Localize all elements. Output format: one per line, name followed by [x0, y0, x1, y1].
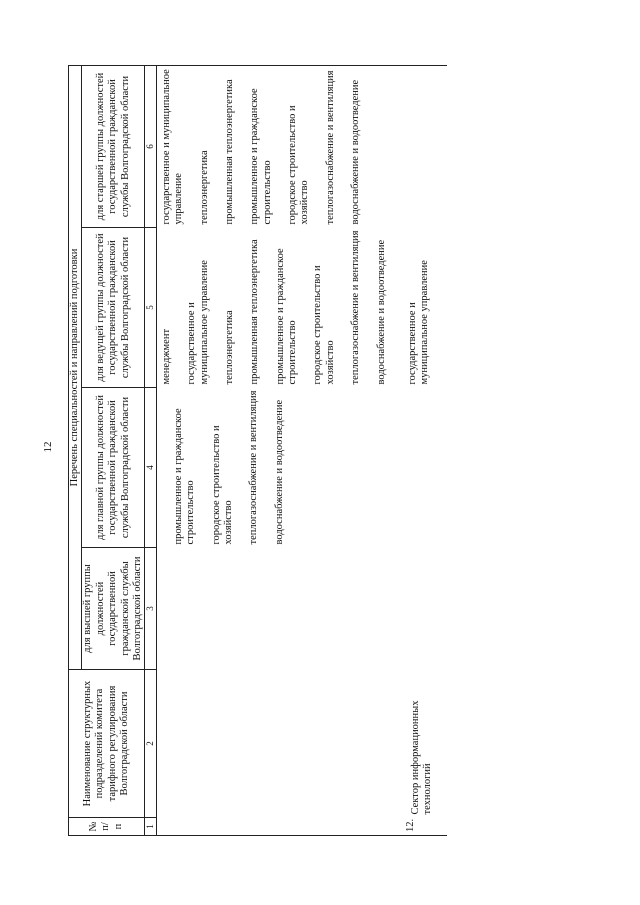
- header-group-title: Перечень специальностей и направлений подготовки: [69, 65, 82, 669]
- senior-group-cell: [156, 65, 403, 227]
- unit-name: [156, 670, 403, 818]
- leading-group-cell: [156, 228, 403, 388]
- specialty-item: промышленное и гражданское строительство: [172, 408, 197, 545]
- specialty-item: водоснабжение и водоотведение: [350, 79, 362, 225]
- column-number: 6: [145, 65, 157, 227]
- specialty-item: городское строительство и хозяйство: [312, 265, 336, 385]
- column-number: 2: [145, 670, 157, 818]
- leading-group-cell: [403, 228, 447, 388]
- highest-group-cell: [403, 548, 447, 670]
- main-group-cell: [156, 388, 403, 548]
- specialty-item: водоснабжение и водоотведение: [375, 239, 387, 385]
- specialties-table: [68, 65, 447, 836]
- specialty-item: промышленная теплоэнергетика: [223, 79, 235, 225]
- specialty-item: теплоэнергетика: [198, 150, 210, 225]
- rotated-table-page: [68, 66, 583, 836]
- unit-name-text: Сектор информационных технологий: [409, 700, 434, 815]
- header-main-group: для главной группы должностей государственной гражданской службы Волгоградской области: [82, 388, 145, 548]
- column-number: 5: [145, 228, 157, 388]
- senior-group-cell: [403, 65, 447, 227]
- specialty-item: теплогазоснабжение и вентиляция: [324, 70, 336, 225]
- specialty-item: промышленная теплоэнергетика: [249, 239, 261, 385]
- row-number: [156, 818, 403, 836]
- specialty-item: теплогазоснабжение и вентиляция: [350, 230, 362, 385]
- row-number: 12.: [403, 818, 447, 836]
- header-senior-group: для старшей группы должностей государственной гражданской службы Волгоградской области: [82, 65, 145, 227]
- specialty-item: теплоэнергетика: [223, 310, 235, 385]
- highest-group-cell: [156, 548, 403, 670]
- column-number: 4: [145, 388, 157, 548]
- specialty-item: государственное и муниципальное управление: [406, 260, 431, 385]
- main-group-cell: [403, 388, 447, 548]
- header-highest-group: для высшей группы должностей государственной гражданской службы Волгоградской области: [82, 548, 145, 670]
- specialty-item: менеджмент: [160, 328, 172, 385]
- specialty-item: промышленное и гражданское строительство: [249, 88, 273, 225]
- specialty-item: городское строительство и хозяйство: [210, 425, 234, 545]
- specialty-item: государственное и муниципальное управление: [160, 69, 185, 225]
- specialty-item: теплогазоснабжение и вентиляция: [248, 390, 260, 545]
- unit-name: [403, 670, 447, 818]
- header-unit-name: Наименование структурных подразделений комитета тарифного регулирования Волгоградской области: [69, 670, 145, 818]
- column-number: 3: [145, 548, 157, 670]
- table-row: [403, 65, 447, 835]
- table-row: [156, 65, 403, 835]
- column-number: 1: [145, 818, 157, 836]
- specialty-item: городское строительство и хозяйство: [287, 105, 311, 225]
- specialty-item: водоснабжение и водоотведение: [273, 399, 285, 545]
- header-leading-group: для ведущей группы должностей государственной гражданской службы Волгоградской области: [82, 228, 145, 388]
- specialty-item: промышленное и гражданское строительство: [274, 248, 299, 385]
- page-number: 12: [42, 441, 54, 453]
- header-number: № п/п: [69, 818, 145, 836]
- specialty-item: государственное и муниципальное управление: [186, 260, 210, 385]
